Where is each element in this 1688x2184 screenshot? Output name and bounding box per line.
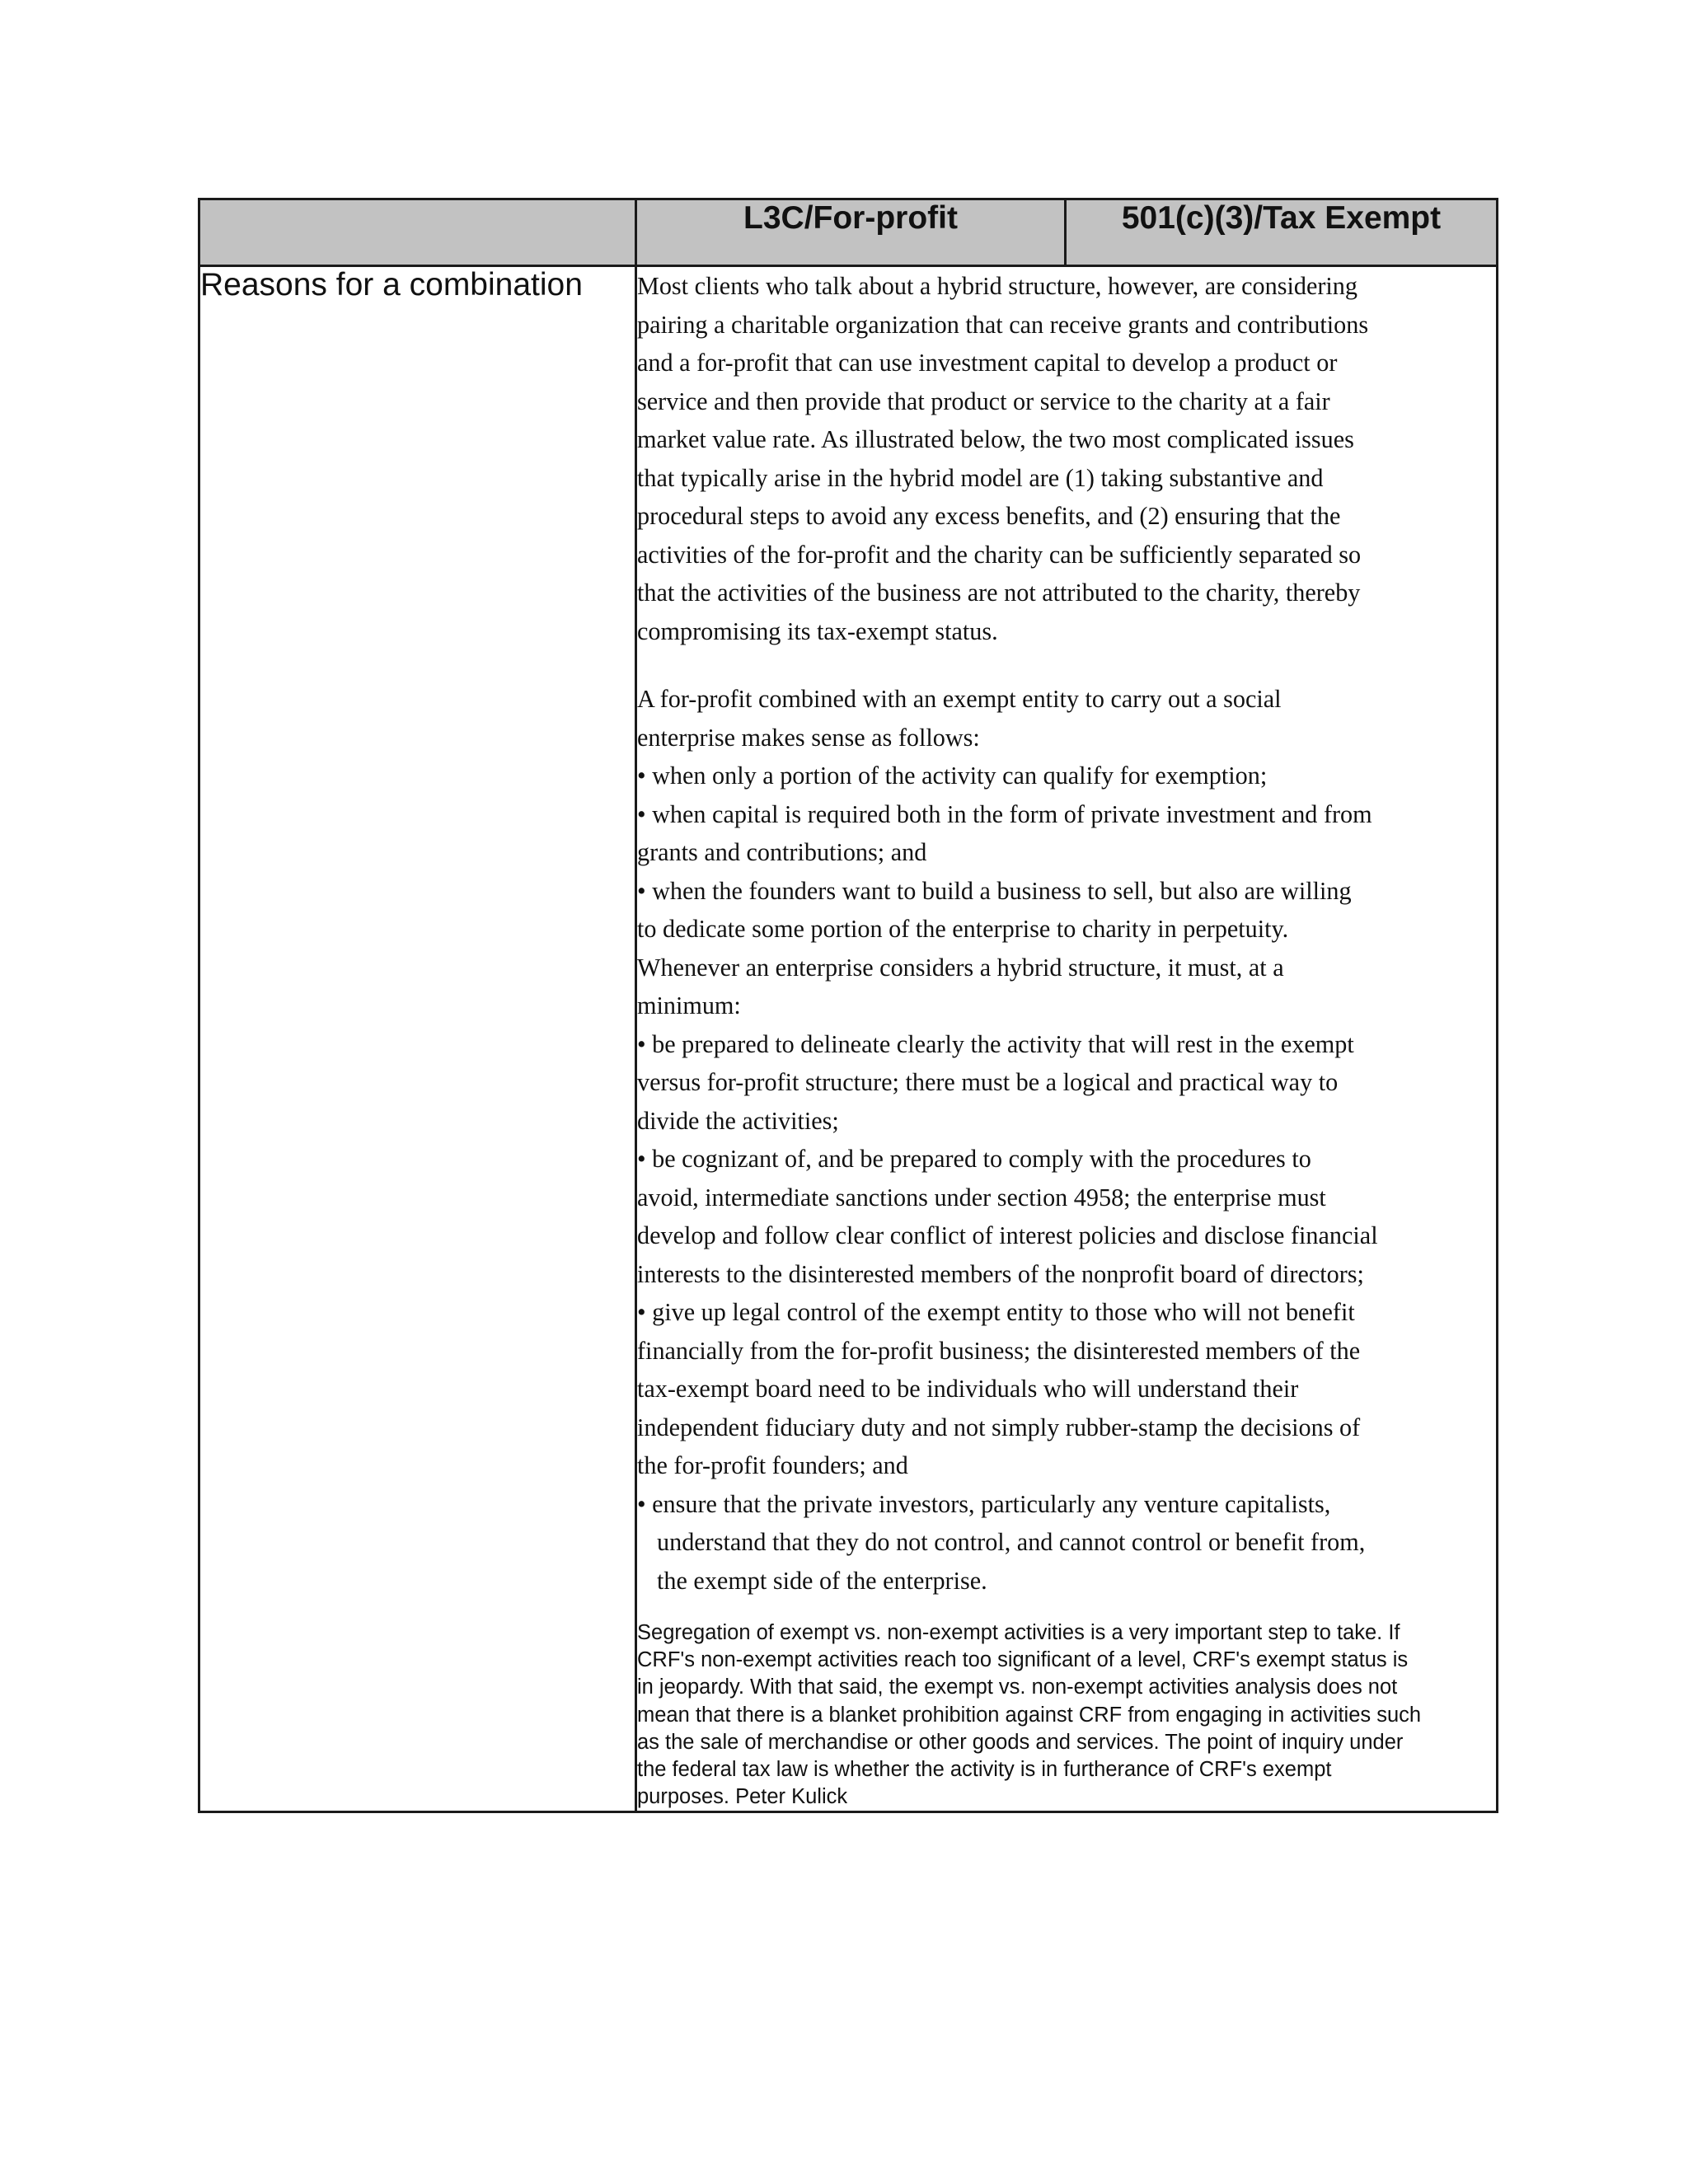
text-line: compromising its tax-exempt status. bbox=[637, 616, 998, 645]
text-line: that typically arise in the hybrid model are (1) taking substantive and bbox=[637, 463, 1324, 492]
note-line: mean that there is a blanket prohibition against CRF from engaging in activities such bbox=[637, 1703, 1422, 1727]
text-line: Most clients who talk about a hybrid structure, however, are considering bbox=[637, 272, 1357, 300]
text-line: divide the activities; bbox=[637, 1106, 839, 1135]
text-line: avoid, intermediate sanctions under section 4958; the enterprise must bbox=[637, 1183, 1326, 1212]
header-empty-cell bbox=[199, 199, 636, 266]
note-line: the federal tax law is whether the activity is in furtherance of CRF's exempt bbox=[637, 1758, 1332, 1782]
bullet-line: • be prepared to delineate clearly the activity that will rest in the exempt bbox=[637, 1029, 1354, 1058]
text-line: and a for-profit that can use investment capital to develop a product or bbox=[637, 349, 1338, 377]
text-line: develop and follow clear conflict of interest policies and disclose financial bbox=[637, 1221, 1378, 1249]
text-line: service and then provide that product or service to the charity at a fair bbox=[637, 387, 1330, 415]
text-line: versus for-profit structure; there must be a logical and practical way to bbox=[637, 1068, 1339, 1096]
header-row bbox=[199, 199, 1498, 266]
bullet-line: • when capital is required both in the form of private investment and from bbox=[637, 799, 1372, 828]
bullet-line: • ensure that the private investors, particularly any venture capitalists, bbox=[637, 1489, 1331, 1518]
text-line: tax-exempt board need to be individuals who will understand their bbox=[637, 1375, 1299, 1403]
text-line: independent fiduciary duty and not simply rubber-stamp the decisions of bbox=[637, 1413, 1361, 1441]
reasons-row bbox=[199, 266, 1498, 1812]
text-line: the for-profit founders; and bbox=[637, 1451, 908, 1479]
text-line: procedural steps to avoid any excess benefits, and (2) ensuring that the bbox=[637, 502, 1341, 530]
paragraph-hybrid-structure bbox=[637, 267, 1496, 650]
text-line: interests to the disinterested members of the nonprofit board of directors; bbox=[637, 1259, 1364, 1288]
paragraph-for-profit-combined bbox=[637, 680, 1496, 1600]
note-peter-kulick bbox=[637, 1619, 1496, 1811]
note-line: Segregation of exempt vs. non-exempt activities is a very important step to take. If bbox=[637, 1621, 1400, 1644]
text-line: Whenever an enterprise considers a hybrid structure, it must, at a bbox=[637, 953, 1284, 982]
note-line: in jeopardy. With that said, the exempt vs. non-exempt activities analysis does not bbox=[637, 1675, 1398, 1699]
text-line: financially from the for-profit business; the disinterested members of the bbox=[637, 1336, 1361, 1365]
note-line: as the sale of merchandise or other goods and services. The point of inquiry under bbox=[637, 1730, 1404, 1754]
header-501c3-tax-exempt: 501(c)(3)/Tax Exempt bbox=[1066, 199, 1498, 266]
bullet-line: • be cognizant of, and be prepared to comply with the procedures to bbox=[637, 1145, 1311, 1173]
text-line: minimum: bbox=[637, 991, 741, 1019]
text-line: market value rate. As illustrated below, the two most complicated issues bbox=[637, 425, 1354, 453]
text-line: grants and contributions; and bbox=[637, 838, 927, 866]
bullet-line: • when only a portion of the activity can qualify for exemption; bbox=[637, 762, 1268, 790]
bullet-line: • when the founders want to build a business to sell, but also are willing bbox=[637, 876, 1352, 905]
note-line: CRF's non-exempt activities reach too significant of a level, CRF's exempt status is bbox=[637, 1648, 1409, 1672]
text-line: the exempt side of the enterprise. bbox=[657, 1566, 987, 1595]
row-label-reasons: Reasons for a combination bbox=[199, 266, 636, 1812]
header-l3c-for-profit: L3C/For-profit bbox=[636, 199, 1066, 266]
comparison-table bbox=[198, 198, 1498, 1813]
text-line: understand that they do not control, and cannot control or benefit from, bbox=[657, 1528, 1366, 1556]
note-line: purposes. Peter Kulick bbox=[637, 1785, 848, 1809]
text-line: to dedicate some portion of the enterprise to charity in perpetuity. bbox=[637, 915, 1289, 943]
reasons-content-cell bbox=[636, 266, 1498, 1812]
text-line: A for-profit combined with an exempt entity to carry out a social bbox=[637, 685, 1282, 713]
text-line: that the activities of the business are not attributed to the charity, thereby bbox=[637, 579, 1361, 607]
text-line: activities of the for-profit and the charity can be sufficiently separated so bbox=[637, 540, 1362, 569]
text-line: pairing a charitable organization that can receive grants and contributions bbox=[637, 310, 1369, 339]
text-line: enterprise makes sense as follows: bbox=[637, 723, 980, 752]
bullet-line: • give up legal control of the exempt entity to those who will not benefit bbox=[637, 1298, 1355, 1326]
